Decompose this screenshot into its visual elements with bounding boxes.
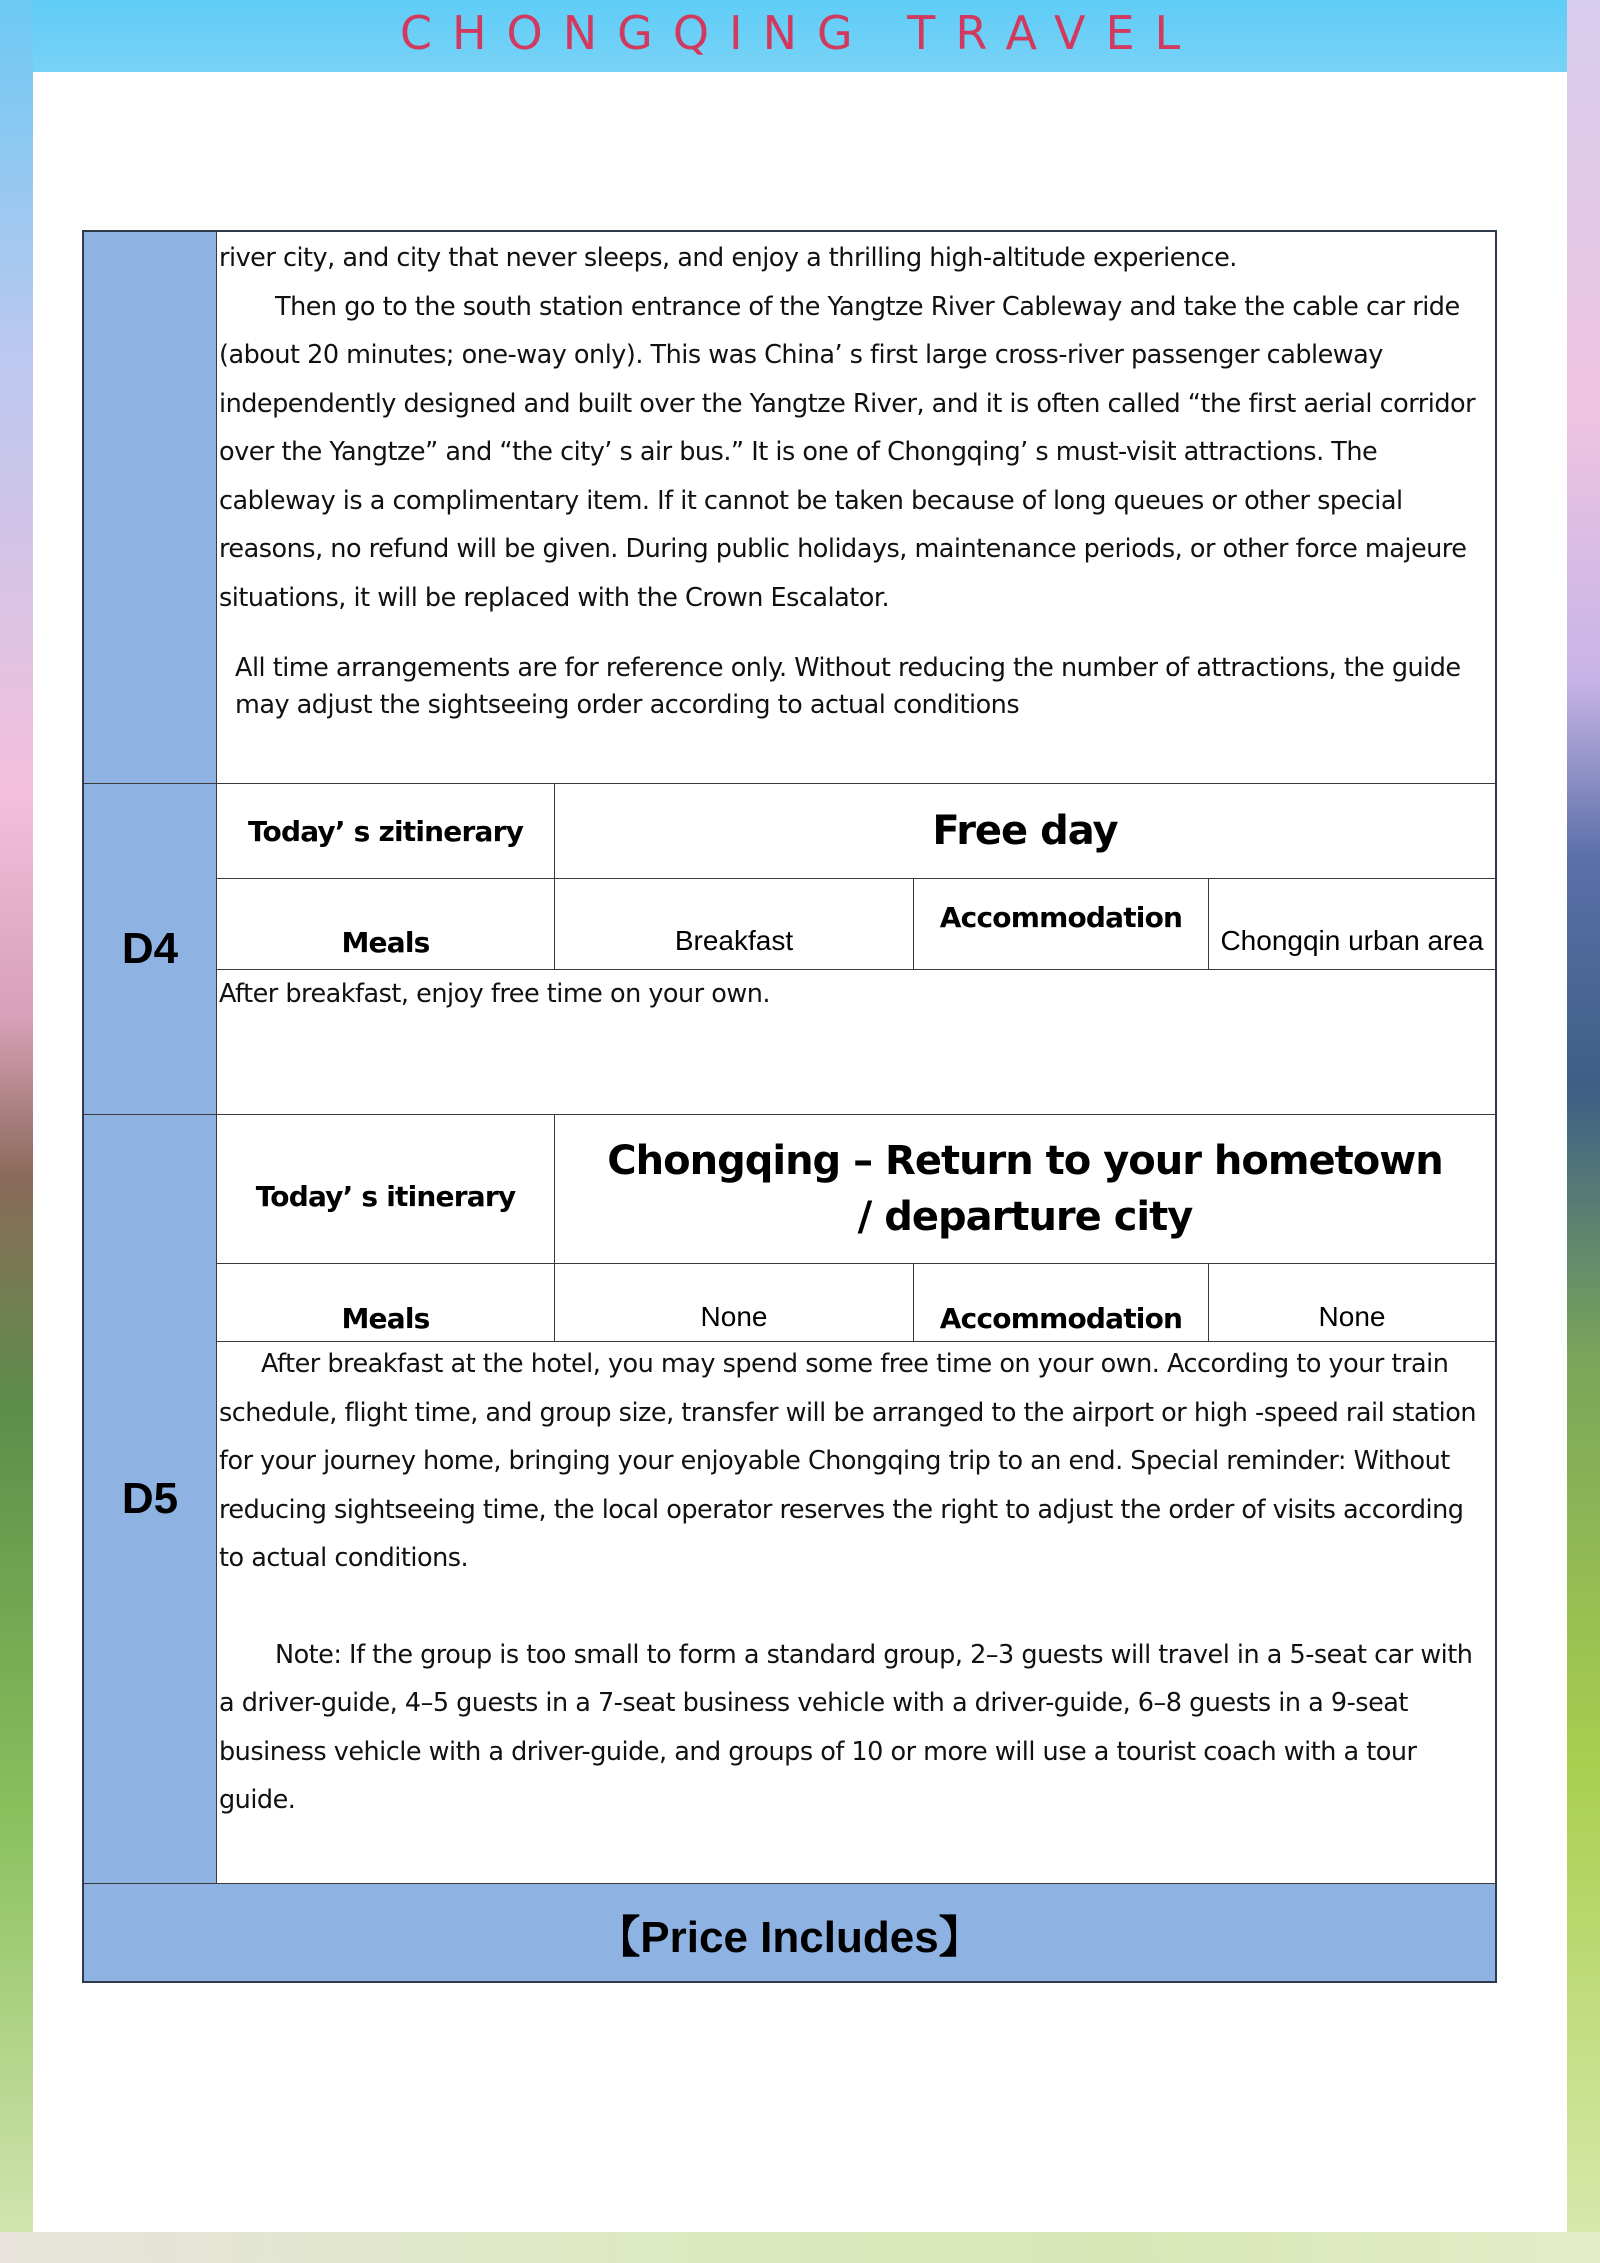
meals-value-cell <box>555 1264 914 1341</box>
accommodation-value-cell <box>1209 879 1495 969</box>
itinerary-label: Today’ s zitinerary <box>247 814 524 848</box>
cableway-paragraph: Then go to the south station entrance of the Yangtze River Cableway and take the cable car ride (about 20 minutes; one-way only). This was China’ s first large cross-river passenger cableway independently designed and built over the Yangtze River, and it is often called “the first aerial corridor over the Yangtze” and “the city’ s air bus.” It is one of Chongqing’ s must-visit attractions. The cableway is a complimentary item. If it cannot be taken because of long queues or other special reasons, no refund will be given. During public holidays, maintenance periods, or other force majeure situations, it will be replaced with the Crown Escalator. <box>219 291 1476 613</box>
day-label-d4: D4 <box>84 784 217 1114</box>
itinerary-row <box>217 784 1495 879</box>
itinerary-title: Chongqing – Return to your hometown / departure city <box>607 1138 1443 1240</box>
meals-accommodation-row <box>217 1264 1495 1342</box>
price-includes-heading: 【Price Includes】 <box>84 1883 1495 1981</box>
day-label-d5: D5 <box>84 1115 217 1883</box>
itinerary-table <box>82 230 1497 1983</box>
itinerary-label-cell <box>217 1115 555 1263</box>
time-arrangement-note: All time arrangements are for reference only. Without reducing the number of attractions, the guide may adjust the sightseeing order according to actual conditions <box>235 653 1461 720</box>
itinerary-title-cell <box>555 1115 1495 1263</box>
meals-value: Breakfast <box>674 925 794 956</box>
background-bottom-border <box>0 2232 1600 2263</box>
meals-label-cell <box>217 879 555 969</box>
background-left-border <box>0 0 33 2263</box>
background-right-border <box>1567 0 1600 2263</box>
day-row-d4 <box>84 783 1495 1114</box>
accommodation-value: None <box>1318 1301 1386 1332</box>
meals-label: Meals <box>341 926 430 959</box>
day-row-d5 <box>84 1114 1495 1883</box>
day-description: After breakfast, enjoy free time on your own. <box>219 979 771 1009</box>
itinerary-row <box>217 1115 1495 1264</box>
day-content-d4 <box>217 784 1495 1114</box>
day-description: After breakfast at the hotel, you may spend some free time on your own. According to your train schedule, flight time, and group size, transfer will be arranged to the airport or high -speed rail station for your journey home, bringing your enjoyable Chongqing trip to an end. Special reminder: Without reducing sightseeing time, the local operator reserves the right to adjust the order of visits according to actual conditions. <box>219 1349 1477 1573</box>
accommodation-label: Accommodation <box>939 1302 1183 1335</box>
continuation-content <box>217 232 1495 783</box>
continuation-paragraph: river city, and city that never sleeps, and enjoy a thrilling high-altitude experience. <box>219 243 1237 273</box>
meals-label: Meals <box>341 1302 430 1335</box>
brand-title: CHONGQING TRAVEL <box>399 6 1201 60</box>
accommodation-label-cell <box>914 1264 1209 1341</box>
itinerary-label: Today’ s itinerary <box>255 1179 516 1213</box>
itinerary-title-cell <box>555 784 1495 878</box>
accommodation-value-cell <box>1209 1264 1495 1341</box>
itinerary-label-cell <box>217 784 555 878</box>
day-content-d5 <box>217 1115 1495 1883</box>
itinerary-title: Free day <box>932 808 1118 854</box>
day-column-blank <box>84 232 217 783</box>
accommodation-label: Accommodation <box>939 901 1183 934</box>
meals-value: None <box>700 1301 768 1332</box>
meals-accommodation-row <box>217 879 1495 970</box>
meals-value-cell <box>555 879 914 969</box>
group-size-note: Note: If the group is too small to form a standard group, 2–3 guests will travel in a 5-seat car with a driver-guide, 4–5 guests in a 7-seat business vehicle with a driver-guide, 6–8 guests in a 9-seat business vehicle with a driver-guide, and groups of 10 or more will use a tourist coach with a tour guide. <box>219 1639 1473 1815</box>
accommodation-value: Chongqin urban area <box>1220 925 1484 956</box>
meals-label-cell <box>217 1264 555 1341</box>
accommodation-label-cell <box>914 879 1209 969</box>
continuation-row <box>84 232 1495 783</box>
